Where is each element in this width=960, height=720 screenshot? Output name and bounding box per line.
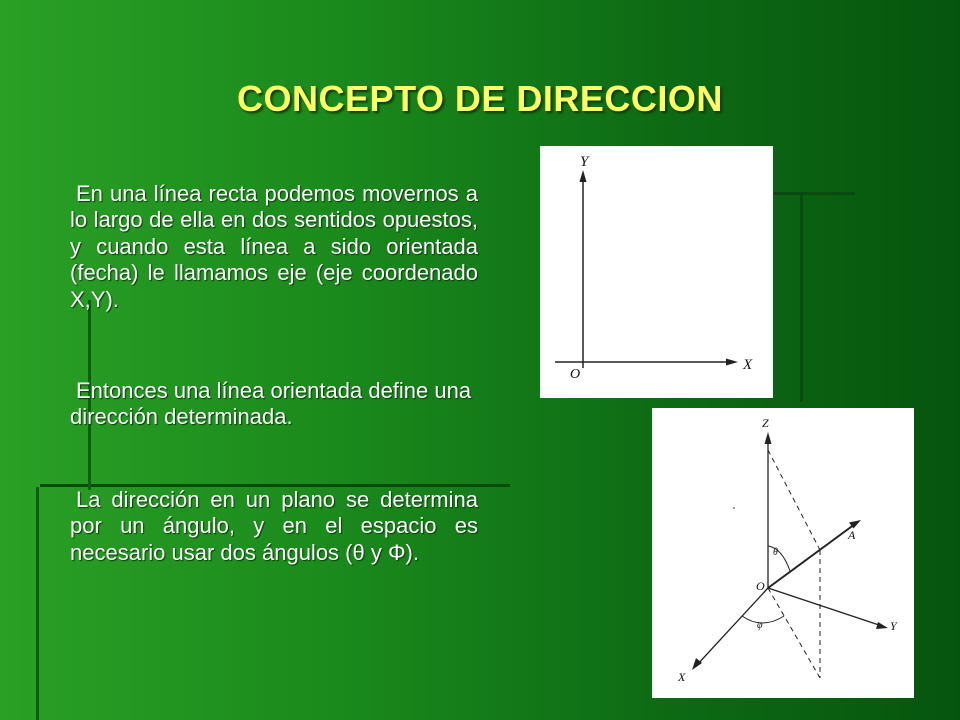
x-axis-arrowhead (726, 359, 738, 366)
phi-label: φ (757, 620, 763, 631)
axes-2d-diagram (540, 146, 773, 398)
y-axis-label: Y (580, 154, 589, 170)
z-axis-label: Z (762, 416, 769, 430)
origin-label: O (756, 579, 765, 593)
paragraph-angles: La dirección en un plano se determina por un ángulo, y en el espacio es necesario usar dos ángulos (θ y Φ). (70, 487, 478, 565)
phi-arc (742, 616, 784, 623)
axes-3d-diagram (652, 408, 914, 698)
paragraph-oriented-line: Entonces una línea orientada define una dirección determinada. (70, 378, 472, 430)
vector-a-label: A (848, 528, 856, 542)
y-axis-label: Y (890, 619, 897, 633)
stray-dot (733, 507, 735, 509)
y-axis-line (768, 588, 882, 626)
paragraph-axis-definition: En una línea recta podemos movernos a lo largo de ella en dos sentidos opuestos, y cuando esta línea a sido orientada (fecha) le llamamos eje (eje coordenado X,Y). (70, 181, 478, 312)
slide-title: CONCEPTO DE DIRECCION (237, 78, 723, 119)
theta-arc (768, 546, 790, 571)
x-axis-label: X (743, 357, 753, 373)
origin-label: O (570, 367, 581, 382)
decor-line-vertical-right (800, 192, 803, 402)
x-axis-arrowhead (692, 658, 702, 670)
projection-z-dashed (768, 450, 820, 550)
projection-xy-dashed (768, 588, 820, 678)
y-axis-arrowhead (580, 170, 587, 182)
theta-label: θ (773, 547, 778, 558)
figure-2d-axes (540, 146, 773, 398)
decor-line-vertical-left-2 (36, 487, 39, 720)
x-axis-label: X (678, 670, 686, 684)
y-axis-arrowhead (876, 622, 888, 629)
z-axis-arrowhead (765, 432, 772, 444)
figure-3d-angles (652, 408, 914, 698)
